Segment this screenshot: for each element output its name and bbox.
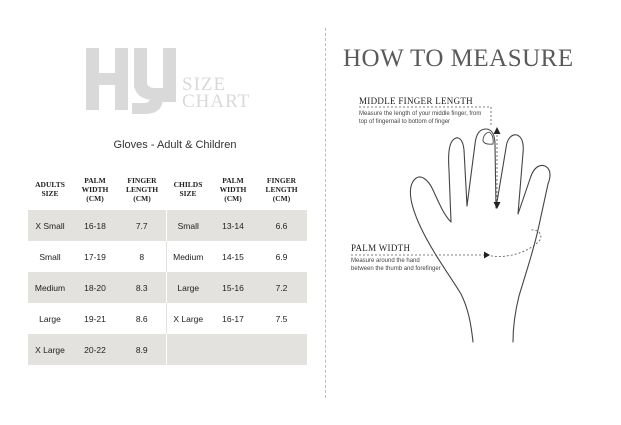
table-cell: Medium xyxy=(166,241,210,272)
table-cell: Small xyxy=(28,241,72,272)
table-cell: 16-18 xyxy=(72,210,118,241)
table-cell: 20-22 xyxy=(72,334,118,365)
header-child-finger-length: FINGER LENGTH (CM) xyxy=(265,175,298,203)
header-adults-size: ADULTS SIZE xyxy=(35,180,65,198)
table-cell: 13-14 xyxy=(210,210,256,241)
table-cell: Large xyxy=(28,303,72,334)
table-cell: 8.6 xyxy=(118,303,166,334)
middle-finger-length-title: MIDDLE FINGER LENGTH xyxy=(359,96,473,106)
header-adult-palm-width: PALM WIDTH (CM) xyxy=(81,175,109,203)
table-cell: 7.7 xyxy=(118,210,166,241)
table-cell: X Large xyxy=(28,334,72,365)
table-caption: Gloves - Adult & Children xyxy=(113,139,237,151)
palm-width-desc: Measure around the hand between the thumb and forefinger xyxy=(351,258,441,272)
table-cell: 18-20 xyxy=(72,272,118,303)
table-cell: 16-17 xyxy=(210,303,256,334)
header-childs-size: CHILDS SIZE xyxy=(173,180,203,198)
table-cell: 7.5 xyxy=(256,303,307,334)
table-cell: 14-15 xyxy=(210,241,256,272)
table-cell: 6.9 xyxy=(256,241,307,272)
table-cell: 8 xyxy=(118,241,166,272)
table-cell: 15-16 xyxy=(210,272,256,303)
table-cell: 7.2 xyxy=(256,272,307,303)
table-cell: Small xyxy=(166,210,210,241)
table-cell: X Small xyxy=(28,210,72,241)
middle-finger-length-desc: Measure the length of your middle finger, from top of fingernail to bottom of finger xyxy=(359,111,482,125)
table-cell: 6.6 xyxy=(256,210,307,241)
table-cell: Medium xyxy=(28,272,72,303)
table-cell: X Large xyxy=(166,303,210,334)
header-child-palm-width: PALM WIDTH (CM) xyxy=(219,175,247,203)
logo-line-chart: CHART xyxy=(182,91,251,112)
how-to-measure-title: HOW TO MEASURE xyxy=(343,45,574,72)
table-cell: 19-21 xyxy=(72,303,118,334)
palm-width-title: PALM WIDTH xyxy=(351,243,411,253)
table-cell: 8.3 xyxy=(118,272,166,303)
logo-line-size: SIZE xyxy=(182,74,227,95)
header-adult-finger-length: FINGER LENGTH (CM) xyxy=(125,175,159,203)
table-cell: 8.9 xyxy=(118,334,166,365)
table-cell: 17-19 xyxy=(72,241,118,272)
table-cell: Large xyxy=(166,272,210,303)
